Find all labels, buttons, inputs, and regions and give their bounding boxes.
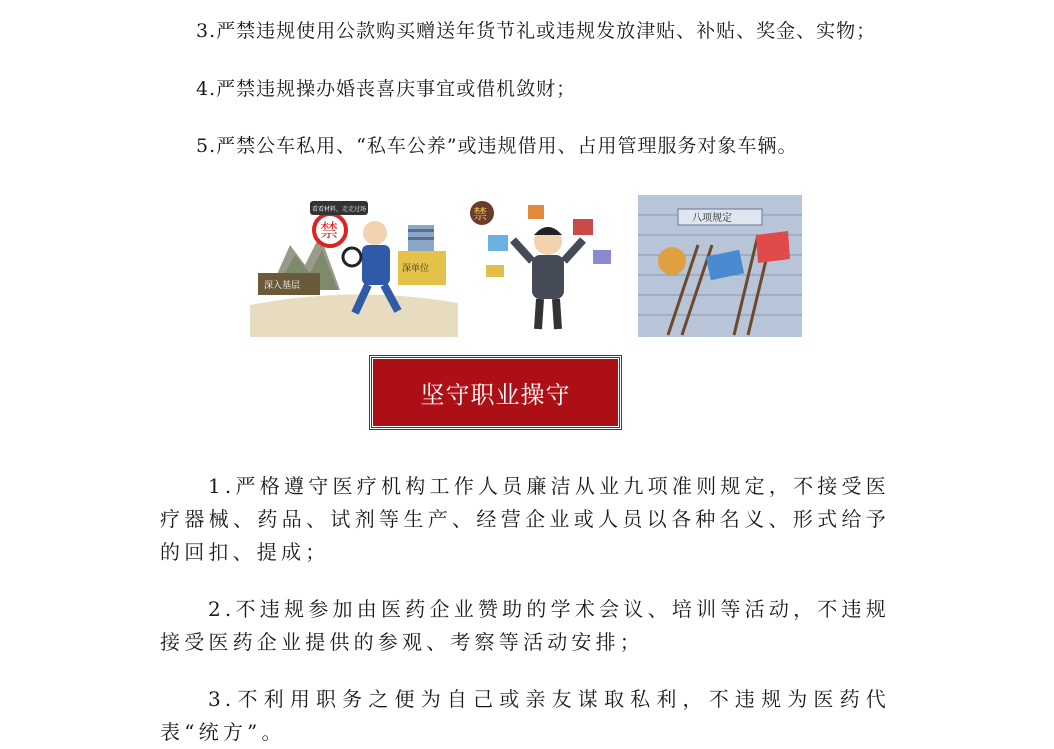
rule-bottom-2: 2.不违规参加由医药企业赞助的学术会议、培训等活动，不违规接受医药企业提供的参观、考察等活动安排； bbox=[160, 597, 890, 654]
rule-top-3: 3.严禁违规使用公款购买赠送年货节礼或违规发放津贴、补贴、奖金、实物； bbox=[196, 20, 877, 42]
rule-top-5: 5.严禁公车私用、“私车公养”或违规借用、占用管理服务对象车辆。 bbox=[196, 135, 798, 157]
sign-grassroots: 深入基层 bbox=[264, 281, 301, 291]
sign-unit: 深单位 bbox=[402, 264, 430, 274]
speech-bubble: 看看材料，走走过场 bbox=[312, 206, 367, 213]
cartoon-gifts-illustration bbox=[468, 195, 628, 337]
ban-sign-2: 禁 bbox=[473, 207, 487, 223]
section-banner bbox=[370, 356, 621, 429]
rule-bottom-1: 1.严格遵守医疗机构工作人员廉洁从业九项准则规定，不接受医疗器械、药品、试剂等生产、经营企业或人员以各种名义、形式给予的回扣、提成； bbox=[160, 474, 890, 564]
rule-top-4: 4.严禁违规操办婚丧喜庆事宜或借机敛财； bbox=[196, 78, 577, 100]
ban-sign-1: 禁 bbox=[320, 221, 338, 242]
cartoon-formalism-illustration bbox=[250, 195, 458, 337]
banner-title: 坚守职业操守 bbox=[420, 381, 571, 409]
rule-bottom-3: 3.不利用职务之便为自己或亲友谋取私利，不违规为医药代表“统方”。 bbox=[160, 687, 890, 744]
cartoon-regulation-wall-illustration bbox=[638, 195, 802, 337]
regulation-sign: 八项规定 bbox=[692, 213, 732, 224]
